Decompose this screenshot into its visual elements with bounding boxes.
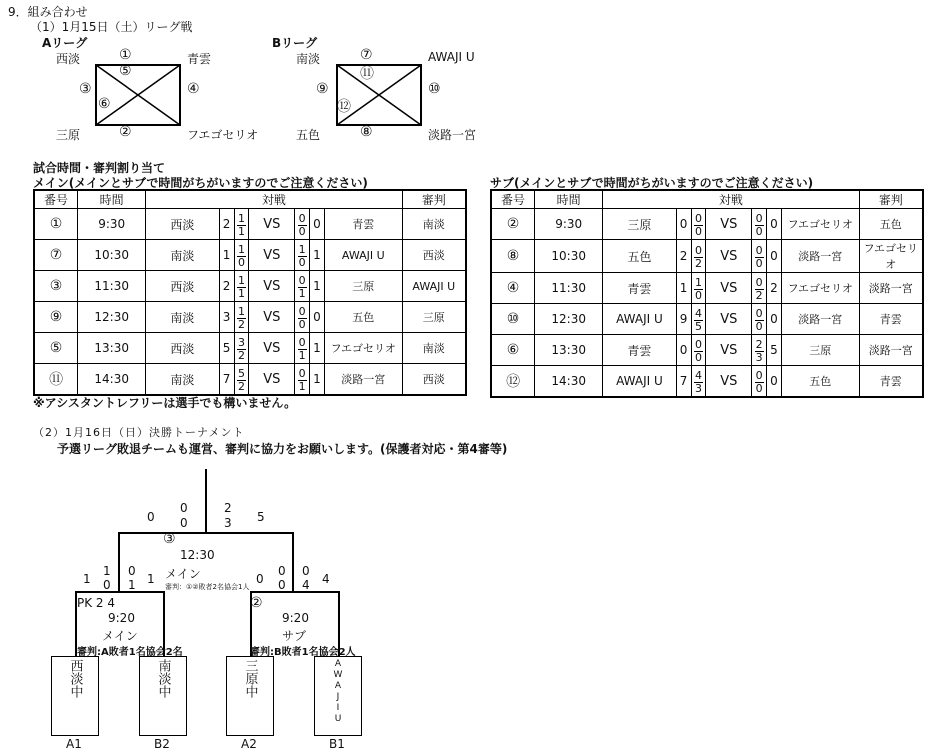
first-half-score: 4 [694, 368, 702, 382]
away-team: 五色 [781, 366, 859, 398]
second-half-score: 1 [298, 348, 306, 362]
away-team: AWAJI U [324, 240, 402, 271]
vs-label: VS [249, 302, 295, 333]
semi2-time: 9:20 [282, 611, 309, 625]
referee: 南淡 [402, 333, 466, 364]
home-halves [691, 366, 706, 398]
match-time: 13:30 [535, 335, 603, 366]
league-a-team-tl: 西淡 [56, 52, 81, 66]
team-box-a1 [51, 656, 99, 736]
header-time: 時間 [535, 190, 603, 209]
match-time: 11:30 [535, 273, 603, 304]
first-half-score: 0 [755, 275, 763, 289]
league-b-match-bottom: ⑧ [360, 124, 373, 140]
home-score: 3 [219, 302, 234, 333]
referee: 南淡 [402, 209, 466, 240]
semi1-left-half2: 0 [103, 578, 111, 592]
home-score: 5 [219, 333, 234, 364]
team-name: 南淡中 [155, 659, 171, 698]
first-half-score: 1 [237, 242, 245, 256]
team-box-b1 [314, 656, 362, 736]
bracket-line [205, 469, 207, 533]
home-team: 青雲 [603, 273, 676, 304]
final-left-half2: 0 [180, 516, 188, 530]
home-halves [234, 302, 249, 333]
home-halves [234, 333, 249, 364]
final-venue: メイン [165, 567, 201, 581]
schedule-heading: 試合時間・審判割り当て [33, 161, 166, 175]
home-team: 五色 [603, 240, 676, 273]
first-half-score: 1 [237, 273, 245, 287]
bracket-line [75, 591, 165, 593]
match-no: ⑫ [491, 366, 535, 398]
final-left-half1: 0 [180, 501, 188, 515]
away-score: 0 [767, 209, 782, 240]
schedule-row [491, 366, 923, 398]
second-half-score: 2 [694, 256, 702, 270]
vs-label: VS [706, 304, 752, 335]
away-score: 0 [767, 304, 782, 335]
league-b-square [336, 64, 422, 126]
home-score: 7 [219, 364, 234, 396]
home-team: AWAJI U [603, 366, 676, 398]
second-half-score: 0 [694, 224, 702, 238]
away-halves [752, 209, 767, 240]
vs-label: VS [706, 209, 752, 240]
vs-label: VS [249, 271, 295, 302]
match-no: ④ [491, 273, 535, 304]
vs-label: VS [249, 333, 295, 364]
referee: AWAJI U [402, 271, 466, 302]
first-half-score: 0 [298, 335, 306, 349]
second-half-score: 0 [694, 288, 702, 302]
semi2-venue: サブ [282, 629, 307, 643]
first-half-score: 0 [755, 243, 763, 257]
league-b-match-right: ⑩ [428, 81, 441, 97]
away-team: 三原 [324, 271, 402, 302]
semi1-venue: メイン [102, 629, 138, 643]
schedule-row [34, 333, 466, 364]
second-half-score: 3 [694, 381, 702, 395]
semi1-right-half2: 1 [128, 578, 136, 592]
second-half-score: 2 [237, 348, 245, 362]
match-time: 13:30 [78, 333, 146, 364]
first-half-score: 1 [298, 242, 306, 256]
team-name: A W A J I U [333, 659, 343, 724]
match-no: ⑧ [491, 240, 535, 273]
away-score: 5 [767, 335, 782, 366]
final-time: 12:30 [180, 548, 215, 562]
league-b-match-left: ⑨ [316, 81, 329, 97]
match-no: ⑤ [34, 333, 78, 364]
semi2-right-total: 4 [322, 572, 330, 586]
semi2-left-half1: 0 [278, 564, 286, 578]
second-half-score: 0 [298, 224, 306, 238]
semi2-right-half1: 0 [302, 564, 310, 578]
second-half-score: 2 [237, 379, 245, 393]
seed-label-b1: B1 [329, 737, 345, 751]
referee: フエゴセリオ [859, 240, 923, 273]
match-time: 10:30 [78, 240, 146, 271]
final-right-total: 5 [257, 510, 265, 524]
first-half-score: 1 [237, 304, 245, 318]
away-team: 青雲 [324, 209, 402, 240]
sub-caption: サブ(メインとサブで時間がちがいますのでご注意ください) [490, 176, 814, 190]
league-a-match-top: ① [119, 47, 132, 63]
away-halves [295, 302, 310, 333]
home-halves [234, 364, 249, 396]
away-halves [752, 366, 767, 398]
schedule-row [34, 209, 466, 240]
match-no: ② [491, 209, 535, 240]
semi1-right-total: 1 [147, 572, 155, 586]
match-no: ⑥ [491, 335, 535, 366]
second-half-score: 0 [755, 256, 763, 270]
home-score: 0 [676, 209, 691, 240]
league-b-team-bl: 五色 [296, 128, 321, 142]
referee: 五色 [859, 209, 923, 240]
home-team: AWAJI U [603, 304, 676, 335]
away-score: 0 [767, 366, 782, 398]
first-half-score: 5 [237, 366, 245, 380]
semi1-ref: 審判:A敗者1名協会2名 [77, 647, 183, 658]
home-team: 西淡 [146, 333, 219, 364]
schedule-row [491, 209, 923, 240]
home-halves [691, 304, 706, 335]
league-a-team-br: フエゴセリオ [187, 128, 259, 142]
semi1-right-half1: 0 [128, 564, 136, 578]
sub-table-header [491, 190, 923, 209]
schedule-row [491, 335, 923, 366]
vs-label: VS [249, 364, 295, 396]
final-right-half2: 3 [224, 516, 232, 530]
match-no: ⑩ [491, 304, 535, 335]
first-half-score: 0 [694, 243, 702, 257]
match-time: 10:30 [535, 240, 603, 273]
referee: 青雲 [859, 304, 923, 335]
second-half-score: 2 [237, 317, 245, 331]
away-team: 淡路一宮 [324, 364, 402, 396]
vs-label: VS [706, 240, 752, 273]
away-halves [752, 335, 767, 366]
schedule-row [34, 240, 466, 271]
main-table-header [34, 190, 466, 209]
schedule-row [34, 271, 466, 302]
match-time: 12:30 [535, 304, 603, 335]
schedule-row [34, 302, 466, 333]
home-team: 南淡 [146, 302, 219, 333]
bracket-line [118, 532, 294, 534]
match-time: 14:30 [78, 364, 146, 396]
second-half-score: 0 [298, 317, 306, 331]
first-half-score: 0 [694, 211, 702, 225]
league-b-match-left-inner: ⑫ [337, 99, 351, 115]
away-halves [295, 209, 310, 240]
home-halves [234, 240, 249, 271]
away-team: 三原 [781, 335, 859, 366]
first-half-score: 0 [298, 304, 306, 318]
away-halves [752, 304, 767, 335]
referee: 西淡 [402, 364, 466, 396]
tournament-note: 予選リーグ敗退チームも運営、審判に協力をお願いします。(保護者対応・第4審等) [57, 442, 508, 456]
away-halves [752, 240, 767, 273]
league-a-square [95, 64, 181, 126]
vs-label: VS [249, 240, 295, 271]
match-time: 9:30 [535, 209, 603, 240]
away-team: フエゴセリオ [781, 273, 859, 304]
assistant-note: ※アシスタントレフリーは選手でも構いません。 [33, 396, 297, 410]
referee: 淡路一宮 [859, 335, 923, 366]
away-team: 淡路一宮 [781, 240, 859, 273]
home-halves [691, 273, 706, 304]
second-half-score: 0 [237, 255, 245, 269]
seed-label-b2: B2 [154, 737, 170, 751]
vs-label: VS [706, 273, 752, 304]
match-no: ⑦ [34, 240, 78, 271]
home-team: 西淡 [146, 271, 219, 302]
vs-label: VS [706, 335, 752, 366]
second-half-score: 1 [298, 286, 306, 300]
home-score: 7 [676, 366, 691, 398]
second-half-score: 2 [755, 288, 763, 302]
home-score: 2 [219, 271, 234, 302]
bracket-line [292, 532, 294, 592]
final-right-half1: 2 [224, 501, 232, 515]
league-date-heading: （1）1月15日（土）リーグ戦 [30, 20, 193, 34]
away-team: 淡路一宮 [781, 304, 859, 335]
second-half-score: 0 [755, 381, 763, 395]
second-half-score: 5 [694, 319, 702, 333]
schedule-row [491, 273, 923, 304]
home-score: 1 [219, 240, 234, 271]
first-half-score: 3 [237, 335, 245, 349]
league-a-team-tr: 青雲 [187, 52, 212, 66]
first-half-score: 2 [755, 337, 763, 351]
schedule-row [34, 364, 466, 396]
league-a-title: Aリーグ [42, 36, 88, 50]
first-half-score: 0 [694, 337, 702, 351]
team-box-a2 [226, 656, 274, 736]
second-half-score: 1 [237, 224, 245, 238]
first-half-score: 0 [755, 211, 763, 225]
first-half-score: 0 [298, 366, 306, 380]
league-b-team-tl: 南淡 [296, 52, 321, 66]
league-a-match-bottom: ② [119, 124, 132, 140]
home-score: 9 [676, 304, 691, 335]
away-halves [752, 273, 767, 304]
final-match-no: ③ [163, 531, 176, 547]
header-match: 対戦 [603, 190, 859, 209]
semi2-left-half2: 0 [278, 578, 286, 592]
semi1-time: 9:20 [108, 611, 135, 625]
away-team: フエゴセリオ [324, 333, 402, 364]
schedule-row [491, 304, 923, 335]
home-team: 青雲 [603, 335, 676, 366]
away-team: フエゴセリオ [781, 209, 859, 240]
home-team: 南淡 [146, 364, 219, 396]
away-team: 五色 [324, 302, 402, 333]
away-halves [295, 364, 310, 396]
home-halves [234, 271, 249, 302]
first-half-score: 1 [694, 275, 702, 289]
league-a-match-top-inner: ⑤ [119, 63, 132, 79]
match-no: ③ [34, 271, 78, 302]
referee: 青雲 [859, 366, 923, 398]
away-score: 0 [310, 302, 325, 333]
team-name: 三原中 [242, 659, 258, 698]
semi2-right-half2: 4 [302, 578, 310, 592]
vs-label: VS [249, 209, 295, 240]
league-a-match-left: ③ [79, 81, 92, 97]
header-time: 時間 [78, 190, 146, 209]
header-no: 番号 [34, 190, 78, 209]
away-halves [295, 333, 310, 364]
home-halves [234, 209, 249, 240]
league-b-team-tr: AWAJI U [428, 50, 475, 64]
second-half-score: 0 [755, 319, 763, 333]
team-name: 西淡中 [67, 659, 83, 698]
second-half-score: 3 [755, 350, 763, 364]
home-halves [691, 335, 706, 366]
header-ref: 審判 [402, 190, 466, 209]
first-half-score: 0 [755, 368, 763, 382]
second-half-score: 0 [755, 224, 763, 238]
bracket-line [250, 591, 340, 593]
away-score: 1 [310, 271, 325, 302]
second-half-score: 0 [694, 350, 702, 364]
second-half-score: 1 [298, 379, 306, 393]
away-score: 1 [310, 240, 325, 271]
semi2-match-no: ② [250, 595, 263, 611]
main-caption: メイン(メインとサブで時間がちがいますのでご注意ください) [33, 176, 368, 190]
first-half-score: 0 [298, 273, 306, 287]
league-a-team-bl: 三原 [56, 128, 81, 142]
semi1-left-half1: 1 [103, 564, 111, 578]
bracket-line [118, 532, 120, 592]
first-half-score: 4 [694, 306, 702, 320]
tournament-date-heading: （2）1月16日（日）決勝トーナメント [33, 426, 245, 439]
away-halves [295, 271, 310, 302]
home-halves [691, 209, 706, 240]
league-b-match-top-inner: ⑪ [360, 66, 374, 82]
referee: 西淡 [402, 240, 466, 271]
schedule-row [491, 240, 923, 273]
home-score: 2 [219, 209, 234, 240]
header-match: 対戦 [146, 190, 402, 209]
away-score: 2 [767, 273, 782, 304]
semi1-pk: PK 2 4 [77, 596, 116, 610]
match-time: 11:30 [78, 271, 146, 302]
vs-label: VS [706, 366, 752, 398]
away-score: 1 [310, 333, 325, 364]
first-half-score: 0 [298, 211, 306, 225]
home-score: 0 [676, 335, 691, 366]
semi2-left-total: 0 [256, 572, 264, 586]
match-time: 12:30 [78, 302, 146, 333]
away-halves [295, 240, 310, 271]
referee: 淡路一宮 [859, 273, 923, 304]
league-a-match-right: ④ [187, 81, 200, 97]
league-b-team-br: 淡路一宮 [428, 128, 477, 142]
referee: 三原 [402, 302, 466, 333]
league-b-match-top: ⑦ [360, 47, 373, 63]
seed-label-a2: A2 [241, 737, 257, 751]
league-a-match-left-inner: ⑥ [98, 96, 111, 112]
header-no: 番号 [491, 190, 535, 209]
sub-schedule-table [490, 189, 924, 398]
second-half-score: 1 [237, 286, 245, 300]
match-time: 14:30 [535, 366, 603, 398]
match-time: 9:30 [78, 209, 146, 240]
away-score: 0 [767, 240, 782, 273]
header-ref: 審判 [859, 190, 923, 209]
main-schedule-table [33, 189, 467, 396]
away-score: 0 [310, 209, 325, 240]
final-left-total: 0 [147, 510, 155, 524]
home-score: 2 [676, 240, 691, 273]
home-team: 南淡 [146, 240, 219, 271]
league-b-title: Bリーグ [272, 36, 318, 50]
home-team: 三原 [603, 209, 676, 240]
semi1-left-total: 1 [83, 572, 91, 586]
first-half-score: 0 [755, 306, 763, 320]
second-half-score: 0 [298, 255, 306, 269]
away-score: 1 [310, 364, 325, 396]
match-no: ⑪ [34, 364, 78, 396]
semi2-ref: 審判:B敗者1名協会2人 [250, 647, 356, 658]
first-half-score: 1 [237, 211, 245, 225]
team-box-b2 [139, 656, 187, 736]
seed-label-a1: A1 [66, 737, 82, 751]
match-no: ① [34, 209, 78, 240]
match-no: ⑨ [34, 302, 78, 333]
home-score: 1 [676, 273, 691, 304]
home-halves [691, 240, 706, 273]
home-team: 西淡 [146, 209, 219, 240]
final-ref: 審判：①②敗者2名協会1人 [165, 583, 250, 591]
section-title: 9．組み合わせ [8, 5, 88, 19]
